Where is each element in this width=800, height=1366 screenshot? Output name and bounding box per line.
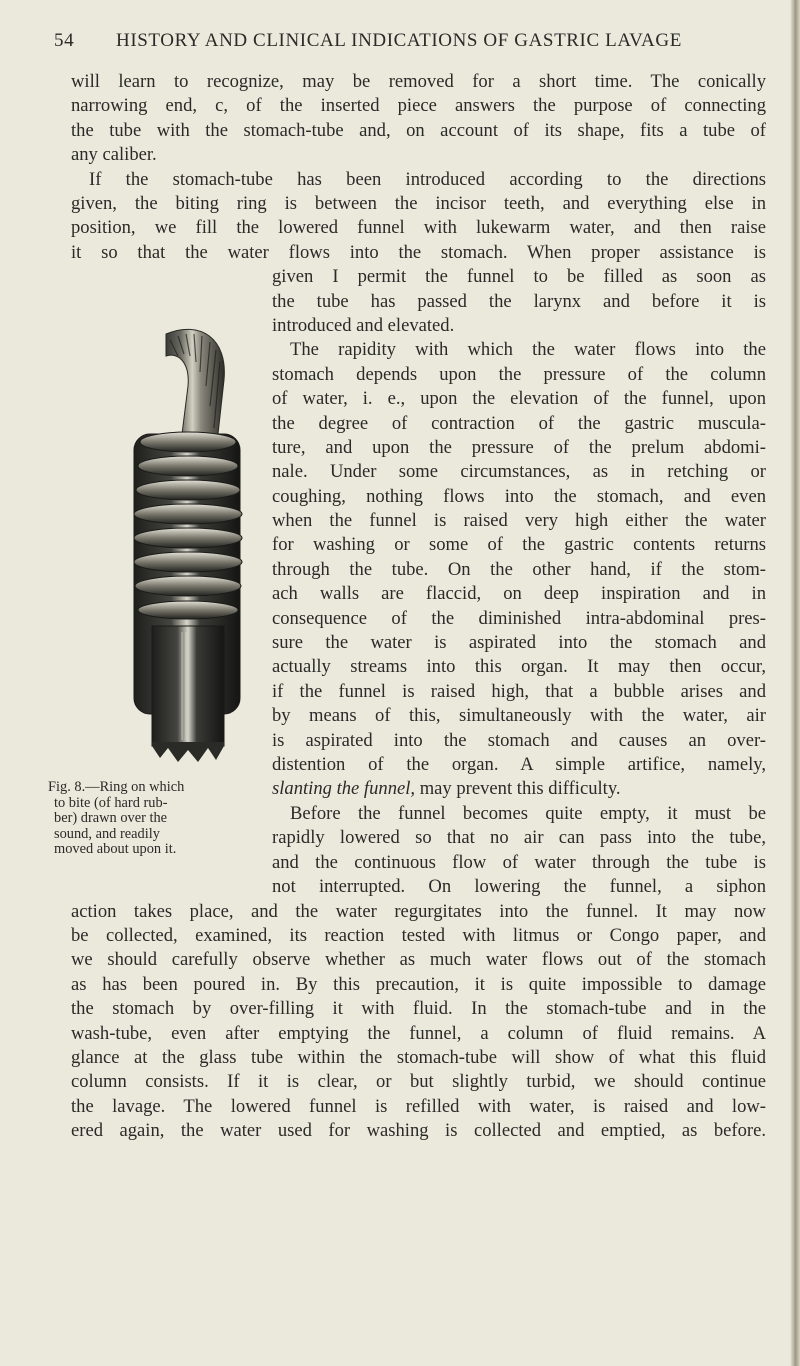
text-line: glance at the glass tube within the stomach-tube will show of what this fluid — [71, 1046, 766, 1068]
text-line: wash-tube, even after emptying the funnel, a column of fluid remains. A — [71, 1022, 766, 1044]
caption-line: to bite (of hard rub- — [54, 794, 168, 811]
text-line: it so that the water flows into the stomach. When proper assistance is — [71, 241, 766, 263]
text-line: ach walls are flaccid, on deep inspiration and in — [272, 583, 766, 605]
text-line: by means of this, simultaneously with the water, air — [272, 705, 766, 727]
text-line: actually streams into this organ. It may then occur, — [272, 656, 766, 678]
text-line: given I permit the funnel to be filled as soon as — [272, 266, 766, 288]
text-line: The rapidity with which the water flows into the — [290, 339, 766, 361]
side-column-text — [272, 265, 766, 899]
caption-line: sound, and readily — [54, 825, 160, 842]
tube-lower — [152, 626, 224, 746]
text-line: nale. Under some circumstances, as in retching or — [272, 461, 766, 483]
text-line: the tube with the stomach-tube and, on account of its shape, fits a tube of — [71, 119, 766, 141]
text-line: if the funnel is raised high, that a bubble arises and — [272, 680, 766, 702]
text-line: any caliber. — [71, 144, 157, 166]
figure-caption — [48, 780, 270, 858]
text-line: rapidly lowered so that no air can pass into the tube, — [272, 827, 766, 849]
text-line: If the stomach-tube has been introduced according to the directions — [89, 168, 766, 190]
text-line: distention of the organ. A simple artifice, namely, — [272, 754, 766, 775]
text-line: the degree of contraction of the gastric muscula- — [272, 412, 766, 434]
text-line: when the funnel is raised very high either the water — [272, 510, 766, 532]
text-line: narrowing end, c, of the inserted piece answers the purpose of connecting — [71, 95, 766, 117]
text-line: ered again, the water used for washing is collected and emptied, as before. — [71, 1120, 766, 1142]
caption-line: Fig. 8.—Ring on which — [48, 779, 185, 795]
text-line: position, we fill the lowered funnel with lukewarm water, and then raise — [71, 217, 766, 239]
text-line: introduced and elevated. — [272, 314, 455, 336]
text-line: not interrupted. On lowering the funnel, a siphon — [272, 875, 766, 897]
tube-cut-end — [152, 742, 224, 762]
text-line: action takes place, and the water regurgitates into the funnel. It may now — [71, 900, 766, 922]
text-line: we should carefully observe whether as much water flows out of the stomach — [71, 949, 766, 971]
caption-line: ber) drawn over the — [54, 810, 168, 826]
text-line: given, the biting ring is between the incisor teeth, and everything else in — [71, 192, 766, 214]
text-line: through the tube. On the other hand, if the stom- — [272, 558, 766, 580]
text-line: of water, i. e., upon the elevation of the funnel, upon — [272, 388, 766, 410]
text-line: coughing, nothing flows into the stomach, and even — [272, 485, 766, 507]
text-line: sure the water is aspirated into the stomach and — [272, 632, 766, 654]
text-line: Before the funnel becomes quite empty, it must be — [290, 802, 766, 824]
paragraph-4 — [71, 900, 766, 1144]
text-line: ture, and upon the pressure of the prelum abdomi- — [272, 436, 766, 458]
caption-line: moved about upon it. — [54, 841, 177, 857]
paragraph-1 — [71, 70, 766, 168]
running-head — [50, 30, 770, 56]
running-title: HISTORY AND CLINICAL INDICATIONS OF GASTRIC LAVAGE — [116, 30, 682, 51]
text-run: may prevent this difficulty. — [415, 778, 621, 800]
text-line: will learn to recognize, may be removed for a short time. The conically — [71, 71, 766, 92]
page-number: 54 — [54, 30, 75, 51]
text-line: column consists. If it is clear, or but slightly turbid, we should continue — [71, 1071, 766, 1093]
paragraph-2 — [71, 168, 766, 266]
text-line: as has been poured in. By this precaution, it is quite impossible to damage — [71, 973, 766, 995]
text-line: for washing or some of the gastric contents returns — [272, 534, 766, 556]
text-line: and the continuous flow of water through the tube is — [272, 851, 766, 873]
text-line: consequence of the diminished intra-abdominal pres- — [272, 607, 766, 629]
italic-phrase: slanting the funnel, — [272, 778, 416, 800]
page-edge-shadow — [790, 0, 800, 1366]
text-line: the lavage. The lowered funnel is refilled with water, is raised and low- — [71, 1095, 766, 1117]
text-line: the stomach by over-filling it with fluid. In the stomach-tube and in the — [71, 998, 766, 1020]
text-line: is aspirated into the stomach and causes an over- — [272, 729, 766, 751]
text-line: the tube has passed the larynx and before it is — [272, 290, 766, 312]
figure-biting-ring-illustration — [108, 316, 268, 776]
text-line: stomach depends upon the pressure of the column — [272, 363, 766, 385]
text-line: be collected, examined, its reaction tested with litmus or Congo paper, and — [71, 924, 766, 946]
text-line-italic — [272, 777, 766, 801]
